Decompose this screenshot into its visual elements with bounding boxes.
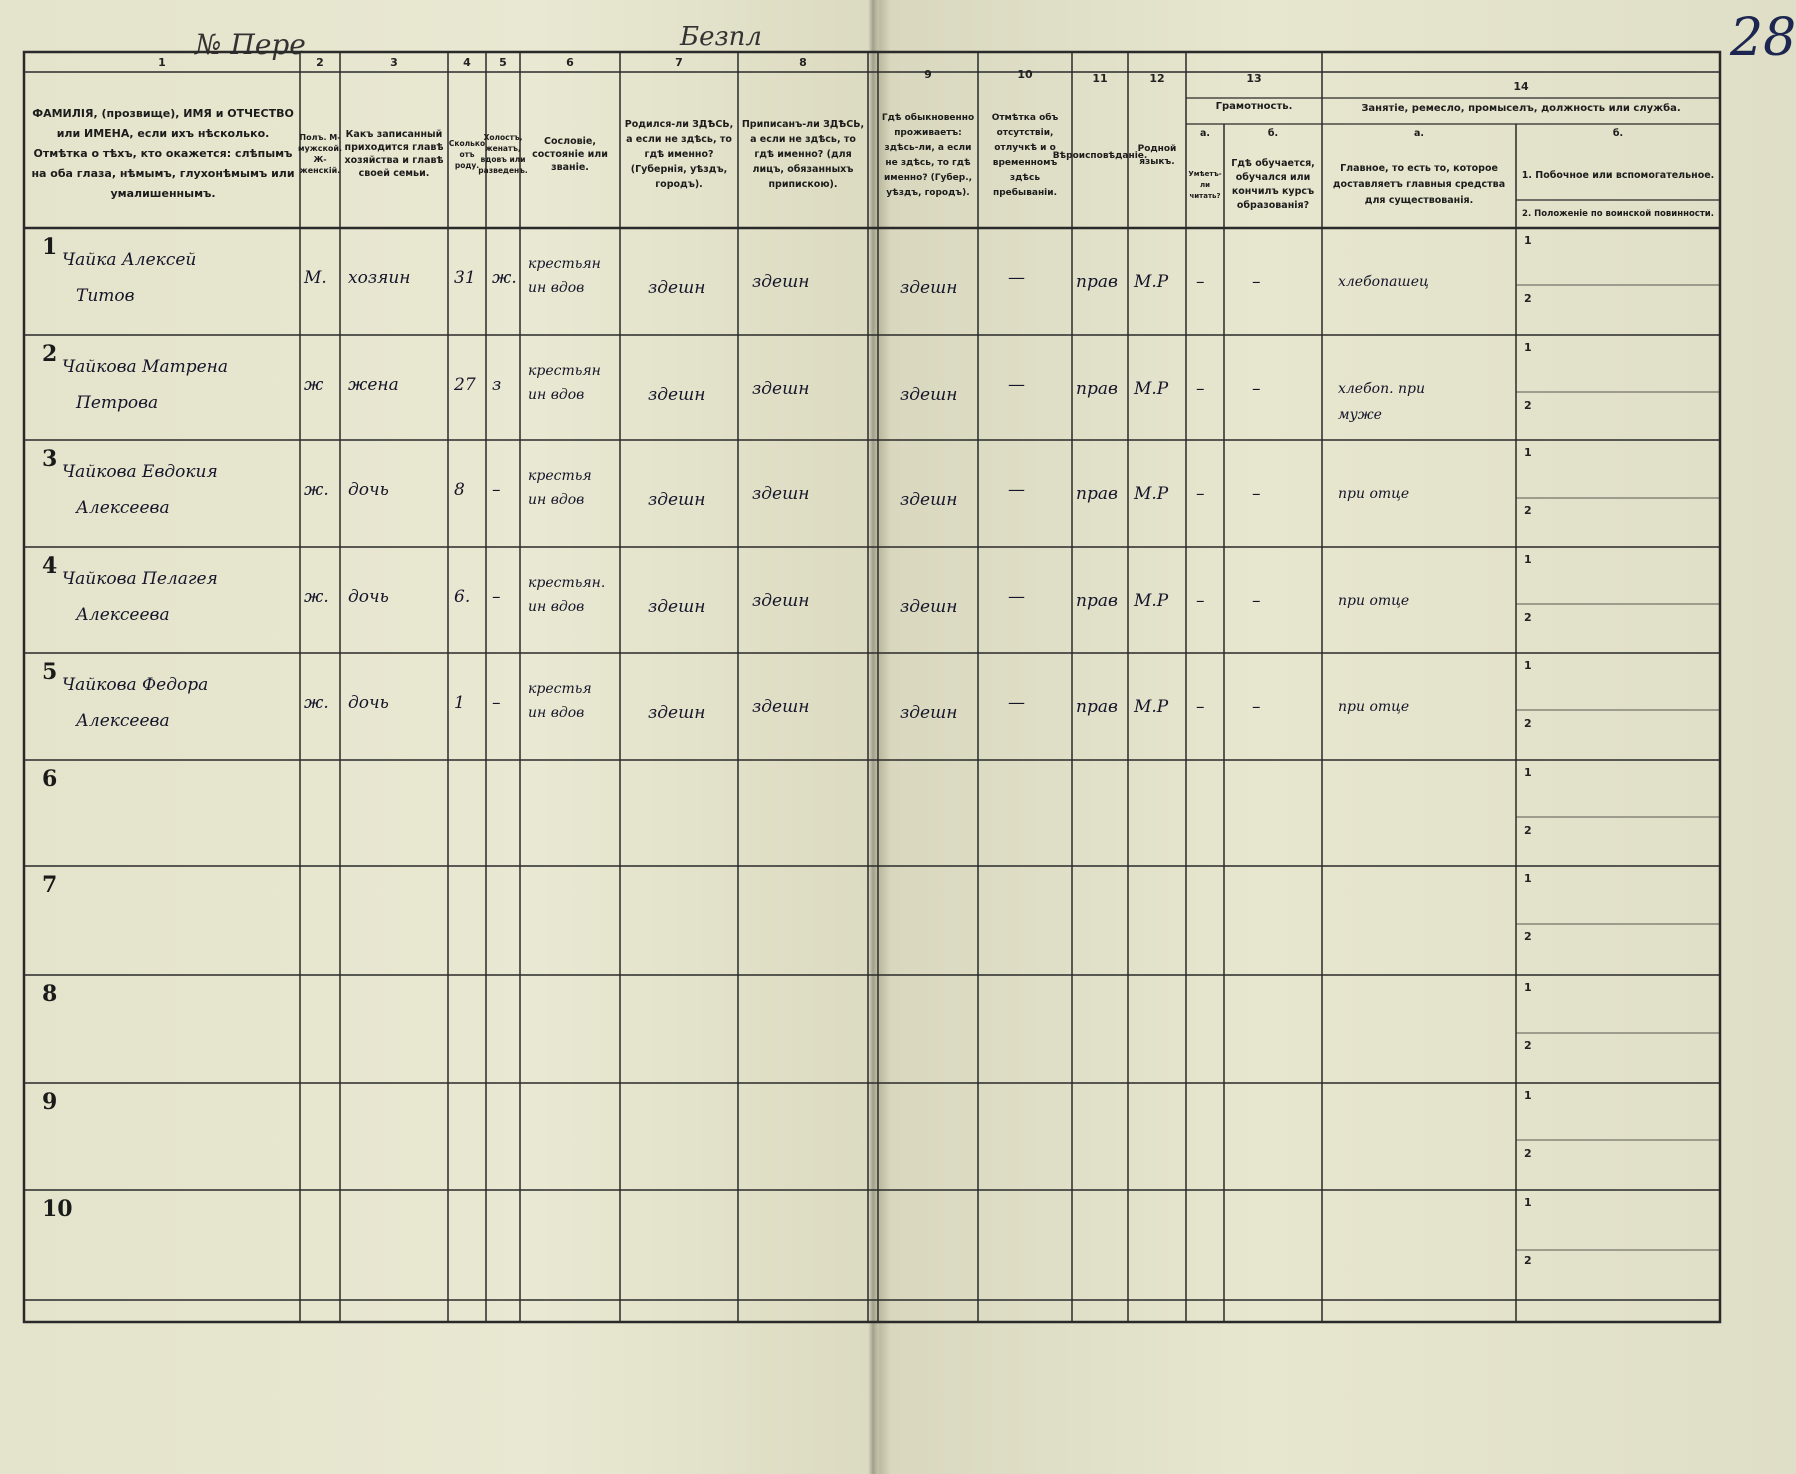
- header-col13a-label: а.: [1199, 127, 1211, 139]
- row-education: –: [1252, 591, 1261, 611]
- row-literacy: –: [1196, 272, 1205, 292]
- form-mark-center: Безпл: [680, 22, 762, 52]
- header-col13b: Гдѣ обучается, обучался или кончилъ курсъ образованія?: [1231, 158, 1315, 211]
- row-faith: прав: [1076, 379, 1118, 399]
- header-col6: Сословіе, состояніе или званіе.: [532, 135, 608, 173]
- row-number: 2: [42, 341, 58, 367]
- line-label-1: 1: [1524, 1196, 1532, 1209]
- row-language: М.Р: [1134, 697, 1169, 717]
- col-number-7: 7: [675, 56, 683, 69]
- line-label-1: 1: [1524, 659, 1532, 672]
- header-col12: Родной языкъ.: [1137, 144, 1177, 167]
- col-number-11: 11: [1092, 72, 1108, 85]
- header-col8: Приписанъ-ли ЗДѢСЬ, а если не здѣсь, то гдѣ именно? (для лицъ, обязанныхъ припискою).: [741, 118, 865, 190]
- row-relation: жена: [348, 375, 399, 395]
- row-sex: ж.: [304, 480, 329, 500]
- col-number-14: 14: [1513, 80, 1529, 93]
- row-estate: крестьян: [528, 256, 601, 272]
- col-number-6: 6: [566, 56, 574, 69]
- row-literacy: –: [1196, 591, 1205, 611]
- line-label-1: 1: [1524, 553, 1532, 566]
- row-estate-2: ин вдов: [528, 705, 585, 721]
- row-sex: ж.: [304, 693, 329, 713]
- row-language: М.Р: [1134, 272, 1169, 292]
- line-label-2: 2: [1524, 717, 1532, 730]
- row-name-first: Чайкова Матрена: [62, 357, 228, 377]
- line-label-1: 1: [1524, 1089, 1532, 1102]
- row-residence: здешн: [900, 278, 958, 298]
- row-name-first: Чайкова Евдокия: [62, 462, 218, 482]
- row-faith: прав: [1076, 484, 1118, 504]
- row-number: 1: [42, 234, 58, 260]
- row-relation: дочь: [348, 587, 389, 607]
- row-name-first: Чайкова Пелагея: [62, 569, 218, 589]
- row-estate-2: ин вдов: [528, 599, 585, 615]
- header-col14: Занятіе, ремесло, промыселъ, должность или служба.: [1361, 102, 1681, 114]
- row-name-first: Чайка Алексей: [62, 250, 197, 270]
- line-label-2: 2: [1524, 930, 1532, 943]
- row-number: 4: [42, 553, 58, 579]
- col-number-1: 1: [158, 56, 166, 69]
- row-estate: крестьян: [528, 363, 601, 379]
- row-number: 9: [42, 1089, 58, 1115]
- form-mark-left: № Пере: [195, 28, 306, 61]
- line-label-2: 2: [1524, 399, 1532, 412]
- row-number: 8: [42, 981, 58, 1007]
- row-education: –: [1252, 272, 1261, 292]
- header-col5: Холостъ, женатъ, вдовъ или разведенъ.: [478, 133, 528, 175]
- col-number-5: 5: [499, 56, 507, 69]
- header-col13a: Умѣетъ-ли читать?: [1188, 169, 1222, 200]
- row-estate-2: ин вдов: [528, 387, 585, 403]
- line-label-2: 2: [1524, 824, 1532, 837]
- row-residence: здешн: [900, 597, 958, 617]
- row-name-first: Чайкова Федора: [62, 675, 209, 695]
- row-name-patronymic: Титов: [76, 286, 135, 306]
- row-age: 27: [454, 375, 476, 395]
- row-marital: –: [492, 587, 501, 607]
- col-number-10: 10: [1017, 68, 1033, 81]
- header-col11: Вѣроисповѣданіе.: [1052, 150, 1148, 161]
- header-col2: Полъ. М-мужской. Ж-женскій.: [297, 133, 343, 175]
- row-age: 1: [454, 693, 465, 713]
- row-birthplace: здешн: [648, 385, 706, 405]
- row-estate: крестья: [528, 468, 592, 484]
- row-language: М.Р: [1134, 379, 1169, 399]
- row-birthplace: здешн: [648, 597, 706, 617]
- row-sex: ж.: [304, 587, 329, 607]
- row-registered: здешн: [752, 484, 810, 504]
- row-age: 8: [454, 480, 465, 500]
- header-col1: ФАМИЛІЯ, (прозвище), ИМЯ и ОТЧЕСТВО или ИМЕНА, если ихъ нѣсколько. Отмѣтка о тѣхъ, кто окажется: слѣпымъ на оба глаза, нѣмымъ, глухонѣмымъ или умалишеннымъ.: [31, 107, 295, 200]
- row-occupation: при отце: [1338, 699, 1410, 715]
- header-col14a-label: а.: [1413, 127, 1425, 139]
- col-number-12: 12: [1149, 72, 1165, 85]
- header-col14a: Главное, то есть то, которое доставляетъ главныя средства для существованія.: [1332, 163, 1506, 206]
- col-number-4: 4: [463, 56, 471, 69]
- row-age: 31: [454, 268, 476, 288]
- line-label-1: 1: [1524, 446, 1532, 459]
- line-label-1: 1: [1524, 234, 1532, 247]
- line-label-2: 2: [1524, 1254, 1532, 1267]
- row-name-patronymic: Алексеева: [76, 605, 170, 625]
- header-col14b-label: б.: [1612, 127, 1624, 139]
- row-education: –: [1252, 484, 1261, 504]
- row-absence: —: [1008, 587, 1025, 607]
- line-label-2: 2: [1524, 1039, 1532, 1052]
- row-marital: –: [492, 693, 501, 713]
- row-absence: —: [1008, 480, 1025, 500]
- line-label-2: 2: [1524, 292, 1532, 305]
- line-label-1: 1: [1524, 766, 1532, 779]
- row-education: –: [1252, 379, 1261, 399]
- row-faith: прав: [1076, 697, 1118, 717]
- page-number: 28: [1730, 8, 1796, 68]
- row-literacy: –: [1196, 484, 1205, 504]
- row-relation: дочь: [348, 480, 389, 500]
- line-label-2: 2: [1524, 504, 1532, 517]
- row-registered: здешн: [752, 697, 810, 717]
- row-estate-2: ин вдов: [528, 492, 585, 508]
- header-col4: Сколько отъ роду.: [448, 138, 486, 170]
- header-col3: Какъ записанный приходится главѣ хозяйства и главѣ своей семьи.: [344, 129, 444, 179]
- row-occupation: хлебоп. при: [1338, 381, 1425, 397]
- row-estate: крестьян.: [528, 575, 606, 591]
- row-literacy: –: [1196, 697, 1205, 717]
- row-number: 6: [42, 766, 58, 792]
- row-faith: прав: [1076, 591, 1118, 611]
- row-marital: ж.: [492, 268, 517, 288]
- line-label-1: 1: [1524, 341, 1532, 354]
- row-absence: —: [1008, 693, 1025, 713]
- row-birthplace: здешн: [648, 703, 706, 723]
- row-occupation: при отце: [1338, 486, 1410, 502]
- row-birthplace: здешн: [648, 278, 706, 298]
- row-occupation: при отце: [1338, 593, 1410, 609]
- row-occupation-2: муже: [1338, 407, 1382, 423]
- row-residence: здешн: [900, 385, 958, 405]
- row-estate-2: ин вдов: [528, 280, 585, 296]
- row-absence: —: [1008, 268, 1025, 288]
- header-col14b2: 2. Положеніе по воинской повинности.: [1522, 208, 1714, 219]
- row-number: 5: [42, 659, 58, 685]
- line-label-1: 1: [1524, 872, 1532, 885]
- row-language: М.Р: [1134, 484, 1169, 504]
- header-col9: Гдѣ обыкновенно проживаетъ: здѣсь-ли, а если не здѣсь, то гдѣ именно? (Губер., уѣздъ, городъ).: [881, 113, 975, 198]
- row-name-patronymic: Алексеева: [76, 498, 170, 518]
- col-number-9: 9: [924, 68, 932, 81]
- row-estate: крестья: [528, 681, 592, 697]
- row-language: М.Р: [1134, 591, 1169, 611]
- header-col13b-label: б.: [1267, 127, 1279, 139]
- row-residence: здешн: [900, 703, 958, 723]
- header-col14b1: 1. Побочное или вспомогательное.: [1521, 169, 1715, 181]
- row-name-patronymic: Алексеева: [76, 711, 170, 731]
- row-number: 10: [42, 1196, 73, 1222]
- row-number: 3: [42, 446, 58, 472]
- col-number-3: 3: [390, 56, 398, 69]
- row-absence: —: [1008, 375, 1025, 395]
- header-col10: Отмѣтка объ отсутствіи, отлучкѣ и о временномъ здѣсь пребываніи.: [991, 113, 1059, 198]
- col-number-8: 8: [799, 56, 807, 69]
- header-col13: Грамотность.: [1215, 100, 1293, 112]
- row-sex: М.: [304, 268, 327, 288]
- header-col7: Родился-ли ЗДѢСЬ, а если не здѣсь, то гдѣ именно? (Губернія, уѣздъ, городъ).: [624, 118, 734, 190]
- col-number-13: 13: [1246, 72, 1262, 85]
- row-sex: ж: [304, 375, 324, 395]
- line-label-1: 1: [1524, 981, 1532, 994]
- row-registered: здешн: [752, 379, 810, 399]
- row-occupation: хлебопашец: [1338, 274, 1429, 290]
- row-relation: дочь: [348, 693, 389, 713]
- row-name-patronymic: Петрова: [76, 393, 159, 413]
- line-label-2: 2: [1524, 1147, 1532, 1160]
- row-faith: прав: [1076, 272, 1118, 292]
- row-marital: –: [492, 480, 501, 500]
- line-label-2: 2: [1524, 611, 1532, 624]
- row-number: 7: [42, 872, 58, 898]
- row-education: –: [1252, 697, 1261, 717]
- row-birthplace: здешн: [648, 490, 706, 510]
- row-literacy: –: [1196, 379, 1205, 399]
- col-number-2: 2: [316, 56, 324, 69]
- row-residence: здешн: [900, 490, 958, 510]
- row-registered: здешн: [752, 591, 810, 611]
- row-relation: хозяин: [348, 268, 411, 288]
- row-registered: здешн: [752, 272, 810, 292]
- row-age: 6.: [454, 587, 471, 607]
- row-marital: з: [492, 375, 502, 395]
